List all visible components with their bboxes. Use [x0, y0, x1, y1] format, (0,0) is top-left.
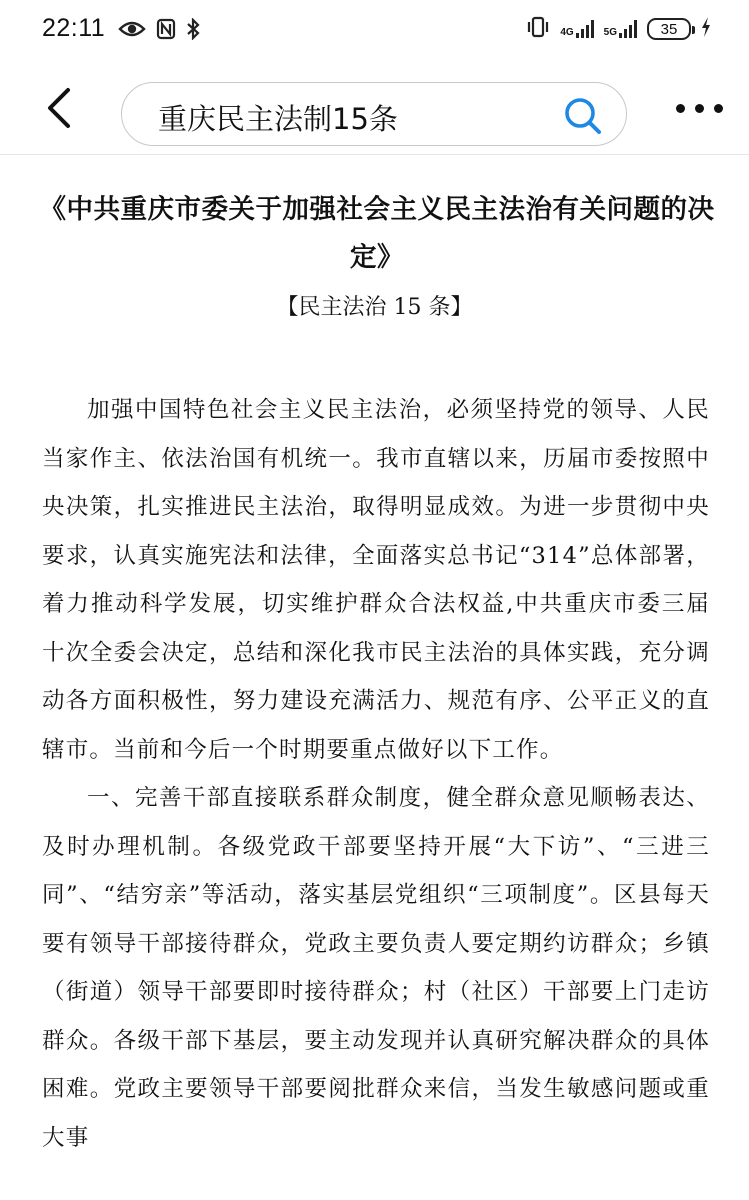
vibrate-icon [526, 16, 550, 42]
more-icon [676, 104, 685, 113]
more-icon-dot [714, 104, 723, 113]
battery-level: 35 [660, 20, 678, 38]
article [0, 154, 749, 1200]
paragraph-item-1: 一、完善干部直接联系群众制度，健全群众意见顺畅表达、及时办理机制。各级党政干部要坚持开展“大下访”、“三进三同”、“结穷亲”等活动，落实基层党组织“三项制度”。区县每天要有领导干部接待群众，党政主要负责人要定期约访群众；乡镇（街道）领导干部要即时接待群众；村（社区）干部要上门走访群众。各级干部下基层，要主动发现并认真研究解决群众的具体困难。党政主要领导干部要阅批群众来信，当发生敏感问题或重大事 [42, 785, 710, 1151]
battery-icon [647, 18, 691, 40]
paragraph-intro: 加强中国特色社会主义民主法治，必须坚持党的领导、人民当家作主、依法治国有机统一。我市直辖以来，历届市委按照中央决策，扎实推进民主法治，取得明显成效。为进一步贯彻中央要求，认真实施宪法和法律，全面落实总书记“314”总体部署，着力推动科学发展，切实维护群众合法权益,中共重庆市委三届十次全委会决定，总结和深化我市民主法治的具体实践，充分调动各方面积极性，努力建设充满活力、规范有序、公平正义的直辖市。当前和今后一个时期要重点做好以下工作。 [42, 397, 710, 763]
status-icons-left [118, 18, 200, 44]
status-bar [0, 0, 749, 62]
bluetooth-icon [186, 18, 200, 44]
nfc-icon [156, 18, 176, 44]
more-icon-dot [695, 104, 704, 113]
search-icon [562, 95, 604, 137]
search-input[interactable]: 重庆民主法制15条 [158, 102, 398, 136]
net-4g-label: 4G [560, 27, 574, 38]
signal-icon [619, 20, 637, 38]
signal-4g [560, 20, 593, 38]
search-box[interactable] [121, 82, 627, 146]
status-time: 22:11 [42, 14, 106, 42]
search-button[interactable] [562, 95, 604, 137]
eye-icon [118, 19, 146, 43]
status-icons-right [526, 16, 711, 42]
document-subtitle: 【民主法治 15 条】 [276, 295, 473, 320]
signal-5g [604, 20, 637, 38]
search-header [0, 62, 749, 155]
back-button[interactable] [40, 84, 80, 132]
net-5g-label: 5G [603, 27, 617, 38]
more-button[interactable] [676, 100, 726, 116]
signal-icon [576, 20, 594, 38]
charging-icon [701, 16, 711, 42]
document-title: 《中共重庆市委关于加强社会主义民主法治有关问题的决定》 [39, 194, 715, 273]
article-body [42, 386, 710, 1162]
back-arrow-icon [40, 84, 80, 132]
